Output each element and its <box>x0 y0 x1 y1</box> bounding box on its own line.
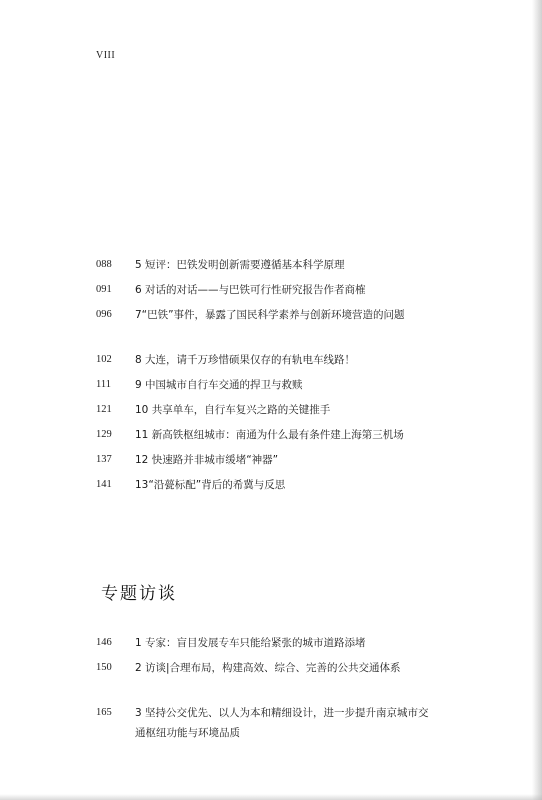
toc-entry-title: 11 新高铁枢纽城市：南通为什么最有条件建上海第三机场 <box>135 429 404 441</box>
toc-entry[interactable] <box>96 280 426 300</box>
section-heading: 专题访谈 <box>101 584 177 604</box>
toc-entry[interactable] <box>96 475 426 495</box>
toc-entry-title: 13“沿甍标配”背后的希冀与反思 <box>135 479 286 491</box>
toc-entry[interactable] <box>96 658 426 678</box>
toc-entry-title: 1 专家：盲目发展专车只能给紧张的城市道路添堵 <box>135 637 366 649</box>
toc-entry[interactable] <box>96 375 426 395</box>
toc-entry-page: 141 <box>96 479 112 490</box>
toc-entry-title: 10 共享单车，自行车复兴之路的关键推手 <box>135 404 331 416</box>
toc-entry-page: 137 <box>96 454 112 465</box>
toc-entry-title: 7“巴铁”事件，暴露了国民科学素养与创新环境营造的问题 <box>135 309 405 321</box>
toc-entry-title: 5 短评：巴铁发明创新需要遵循基本科学原理 <box>135 259 345 271</box>
page-edge-shadow <box>0 794 542 800</box>
toc-entry-title: 12 快速路并非城市缓堵“神器” <box>135 454 279 466</box>
toc-entry[interactable] <box>96 400 426 420</box>
toc-entry-page: 150 <box>96 662 112 673</box>
toc-entry-title: 9 中国城市自行车交通的捍卫与救赎 <box>135 379 303 391</box>
toc-entry[interactable] <box>96 255 426 275</box>
page-number: VIII <box>96 50 116 61</box>
toc-entry-page: 129 <box>96 429 112 440</box>
toc-entry[interactable] <box>96 350 426 370</box>
toc-entry-page: 091 <box>96 284 112 295</box>
toc-entry-page: 096 <box>96 309 112 320</box>
toc-entry-title: 2 访谈|合理布局，构建高效、综合、完善的公共交通体系 <box>135 662 401 674</box>
toc-entry-page: 121 <box>96 404 112 415</box>
toc-entry-page: 102 <box>96 354 112 365</box>
toc-entry[interactable] <box>96 305 426 325</box>
toc-entry-page: 088 <box>96 259 112 270</box>
toc-entry-page: 146 <box>96 637 112 648</box>
toc-entry[interactable] <box>96 703 429 743</box>
toc-entry-title: 6 对话的对话——与巴铁可行性研究报告作者商榷 <box>135 284 366 296</box>
toc-entry[interactable] <box>96 425 426 445</box>
toc-entry-title: 3 坚持公交优先、以人为本和精细设计，进一步提升南京城市交通枢纽功能与环境品质 <box>135 707 429 739</box>
toc-entry[interactable] <box>96 450 426 470</box>
toc-entry-title: 8 大连，请千万珍惜硕果仅存的有轨电车线路！ <box>135 354 356 366</box>
toc-entry-page: 111 <box>96 379 111 390</box>
page-edge-shadow <box>532 0 542 800</box>
toc-entry[interactable] <box>96 633 426 653</box>
toc-entry-page: 165 <box>96 707 112 718</box>
